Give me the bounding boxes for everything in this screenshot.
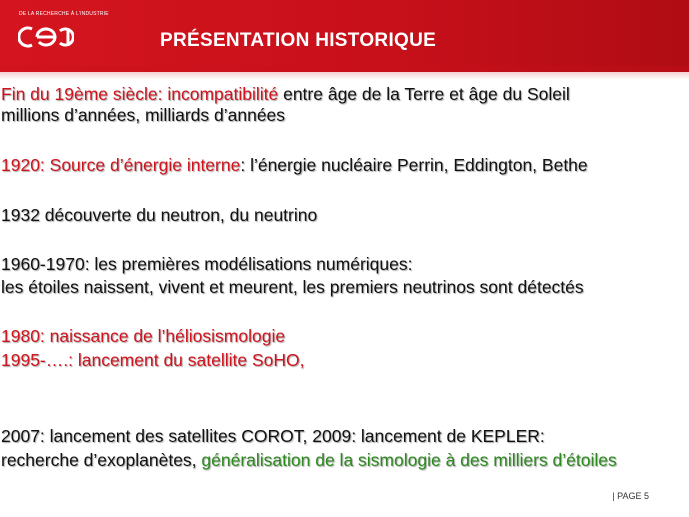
cea-logo-icon — [18, 24, 74, 50]
line-8: 1995-….: lancement du satellite SoHO, — [1, 350, 305, 370]
page-number: | PAGE 5 — [612, 491, 649, 501]
line-10 — [1, 450, 617, 470]
line-1-highlight: Fin du 19ème siècle: incompatibilité — [1, 84, 279, 104]
line-9: 2007: lancement des satellites COROT, 2009: lancement de KEPLER: — [1, 426, 545, 446]
line-2: millions d’années, milliards d’années — [1, 105, 286, 125]
line-3-text: : l’énergie nucléaire Perrin, Eddington, Bethe — [240, 155, 588, 175]
logo-tagline: DE LA RECHERCHE À L'INDUSTRIE — [19, 11, 109, 17]
header-shadow — [0, 66, 689, 80]
line-1-text: entre âge de la Terre et âge du Soleil — [278, 84, 570, 104]
line-3-highlight: 1920: Source d’énergie interne — [1, 155, 241, 175]
line-6: les étoiles naissent, vivent et meurent, les premiers neutrinos sont détectés — [1, 277, 584, 297]
line-5: 1960-1970: les premières modélisations numériques: — [1, 254, 413, 274]
line-1 — [1, 84, 570, 104]
line-10-highlight: généralisation de la sismologie à des milliers d’étoiles — [201, 450, 617, 470]
line-4: 1932 découverte du neutron, du neutrino — [1, 205, 318, 225]
line-7: 1980: naissance de l’héliosismologie — [1, 326, 286, 346]
slide-title: PRÉSENTATION HISTORIQUE — [160, 30, 437, 51]
line-3 — [1, 155, 588, 175]
line-10-text: recherche d’exoplanètes, — [1, 450, 202, 470]
